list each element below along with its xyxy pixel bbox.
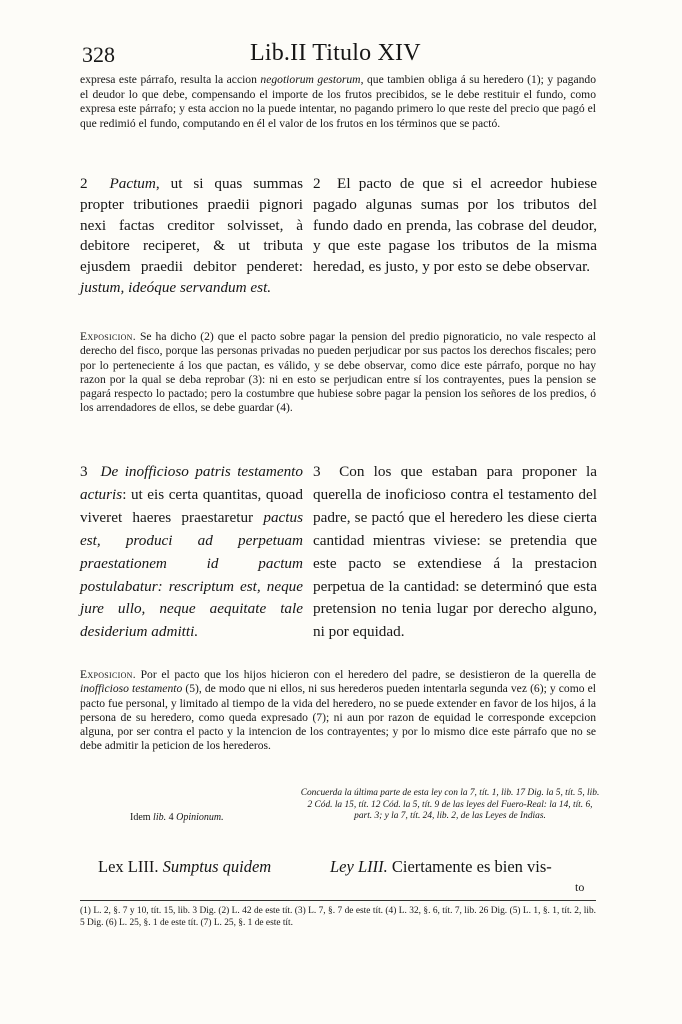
exposicion-paragraph-2 — [80, 668, 596, 754]
latin-section-number: 3 — [80, 463, 88, 480]
footnotes: (1) L. 2, §. 7 y 10, tít. 15, lib. 3 Dig. (2) L. 42 de este tít. (3) L. 7, §. 7 de este tít. (4) L. 32, §. 6, tít. 7, lib. 26 Dig. (5) L. 1, §. 1, tít. 2, lib. 5 Dig. (6) L. 25, §. 1 de este tít. (7) L. 25, §. 1 de este tít. — [80, 906, 596, 929]
exposicion-text: Se ha dicho (2) que el pacto sobre pagar la pension del predio pignoraticio, no vale respecto al derecho del fisco, porque las personas privadas no pueden perjudicar por sus pactos los derechos fiscales; pero por lo perteneciente á los que pactan, es válido, y se debe observar, como dice este párrafo, porque no hay razon por la qual se deba reprobar (3): ni en esto se perjudican entre sí los contrayentes, pues la pension se pagará respecto lo pactado; pero la costumbre que hubiese sobre pagar la pension los señores de los predios, ó los arrendadores de ellos, se debe guardar (4). — [80, 330, 596, 415]
attribution-lib: lib. — [153, 812, 167, 823]
next-law-latin-heading — [98, 857, 271, 877]
intro-paragraph — [80, 73, 596, 132]
exposicion-text-a: Por el pacto que los hijos hicieron con el heredero del padre, se desistieron de la querella de — [135, 668, 596, 681]
ley-number: Ley LIII. — [330, 857, 388, 876]
intro-text-c: , que tambien obliga á su heredero (1); y pagando el deudor lo que debe, compensando el importe de los frutos precibidos, se le debe restituir el fundo, como expresa este párrafo; y esta accion no la puede intentar, no pagando primero lo que reste del precio que pagó el que redimió el fundo, computando en él el valor de los frutos en los términos que se pactó. — [80, 73, 596, 131]
latin-text-a: De inofficioso patris testamento acturis — [80, 463, 303, 503]
exposicion-paragraph-1 — [80, 330, 596, 416]
intro-text-b: negotiorum gestorum — [260, 73, 361, 86]
lex-incipit: Sumptus quidem — [162, 857, 272, 876]
page-number: 328 — [82, 42, 115, 67]
lex-number: Lex LIII. — [98, 857, 163, 876]
exposicion-label: Exposicion. — [80, 668, 136, 681]
exposicion-label: Exposicion. — [80, 330, 136, 343]
exposicion-text-b: inofficioso testamento — [80, 682, 183, 696]
spanish-column-section-3 — [313, 461, 597, 644]
attribution-idem: Idem — [130, 812, 154, 823]
page-header — [80, 42, 600, 72]
concordance-note: Concuerda la última parte de esta ley con la 7, tít. 1, lib. 17 Dig. la 5, tít. 5, lib. 2 Cód. la 15, tít. 12 Cód. la 5, tít. 9 de las leyes del Fuero-Real: la 14, tít. 6, part. 3; y la 7, tít. 24, lib. 2, de las Leyes de Indias. — [300, 788, 600, 822]
latin-text-b: , ut si quas summas propter tributiones praedii pignori nexi factas creditor solvisset, à debitore reciperet, & ut tributa ejusdem praedii debitor penderet: — [80, 175, 303, 276]
running-title: Lib.II Titulo XIV — [250, 40, 421, 66]
exposicion-text-c: (5), de modo que ni ellos, ni sus herederos pueden intentarla segunda vez (6); y como el pacto fue personal, y limitado al tiempo de la vida del heredero, no se puede extender en favor de los hijos, á la persona de su heredero, como queda expresado (7); ni aun por razon de equidad le corresponde excepcion alguna, por ser contra el pacto y la intencion de los contrayentes; y por lo mismo dice este párrafo que no se debe admitir la peticion de los herederos. — [80, 682, 596, 753]
attribution-work: Opinionum. — [176, 812, 224, 823]
latin-text-a: Pactum — [109, 175, 156, 192]
spanish-section-number: 3 — [313, 463, 321, 480]
latin-column-section-2 — [80, 174, 303, 299]
latin-text-c: justum, ideóque servandum est. — [80, 278, 272, 296]
spanish-text: El pacto de que si el acreedor hubiese pagado algunas sumas por los tributos del fundo dado en prenda, las cobrase del deudor, y que este pagase los tributos de la misma heredad, es justo, y por esto se debe observar. — [313, 175, 598, 276]
latin-column-section-3 — [80, 461, 303, 644]
attribution-number: 4 — [166, 812, 177, 823]
catchword: to — [575, 880, 585, 894]
latin-section-number: 2 — [80, 175, 88, 192]
spanish-text: Con los que estaban para proponer la querella de inoficioso contra el testamento del padre, se pactó que el heredero les diese cierta cantidad mientras viviese: se pretendia que este pacto se extendiese á la prestacion perpetua de la cantidad: se determinó que esta pretension no tenia lugar por derecho alguno, ni por equidad. — [313, 463, 597, 641]
intro-text-a: expresa este párrafo, resulta la accion — [80, 73, 261, 86]
latin-text-b: : ut eis certa quantitas, quoad viveret haeres praestaretur — [80, 485, 303, 526]
ley-incipit: Ciertamente es bien vis- — [387, 857, 552, 876]
footnote-divider — [80, 900, 596, 901]
source-attribution — [130, 812, 224, 823]
next-law-spanish-heading — [330, 857, 552, 877]
spanish-section-number: 2 — [313, 175, 321, 192]
spanish-column-section-2 — [313, 174, 597, 278]
latin-text-c: pactus est, produci ad perpetuam praestationem id pactum postulabatur: rescriptum est, neque jure ullo, neque aequitate tale desiderium admitti. — [80, 508, 303, 641]
